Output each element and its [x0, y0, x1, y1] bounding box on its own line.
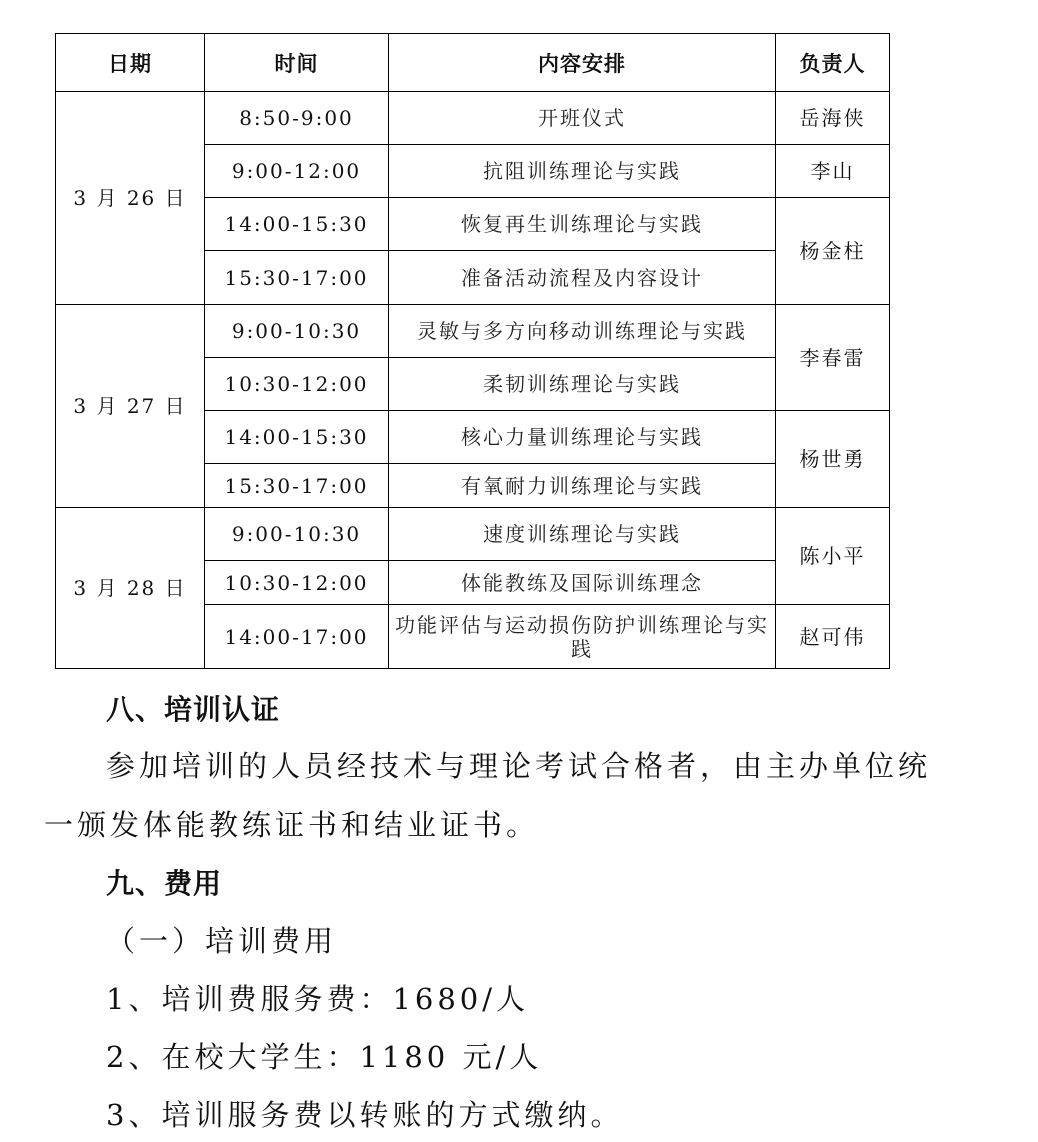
- table-row: [56, 92, 890, 145]
- header-person: 负责人: [776, 34, 890, 92]
- schedule-table: [55, 33, 890, 669]
- fee-item-2: 2、在校大学生：1180 元/人: [106, 1040, 543, 1074]
- section-8-paragraph-line-2: 一颁发体能教练证书和结业证书。: [44, 808, 540, 842]
- date-cell: 3 月 27 日: [56, 305, 205, 508]
- time-cell: 10:30-12:00: [205, 561, 389, 605]
- time-cell: 15:30-17:00: [205, 464, 389, 508]
- time-cell: 14:00-15:30: [205, 411, 389, 464]
- table-row: [56, 508, 890, 561]
- fee-item-3: 3、培训服务费以转账的方式缴纳。: [106, 1098, 624, 1132]
- header-date: 日期: [56, 34, 205, 92]
- table-row: [56, 305, 890, 358]
- content-cell: 有氧耐力训练理论与实践: [389, 464, 776, 508]
- person-cell: 岳海侠: [776, 92, 890, 145]
- time-cell: 14:00-15:30: [205, 198, 389, 251]
- time-cell: 9:00-10:30: [205, 305, 389, 358]
- time-cell: 14:00-17:00: [205, 605, 389, 669]
- time-cell: 9:00-12:00: [205, 145, 389, 198]
- person-cell: 杨金柱: [776, 198, 890, 305]
- fee-subheading: （一）培训费用: [106, 924, 338, 958]
- content-cell: 灵敏与多方向移动训练理论与实践: [389, 305, 776, 358]
- header-content: 内容安排: [389, 34, 776, 92]
- person-cell: 李山: [776, 145, 890, 198]
- content-cell: 准备活动流程及内容设计: [389, 251, 776, 305]
- section-8-heading: 八、培训认证: [106, 693, 281, 726]
- date-cell: 3 月 26 日: [56, 92, 205, 305]
- content-cell: 体能教练及国际训练理念: [389, 561, 776, 605]
- content-cell: 功能评估与运动损伤防护训练理论与实践: [389, 605, 776, 669]
- content-cell: 抗阻训练理论与实践: [389, 145, 776, 198]
- section-9-heading: 九、费用: [106, 867, 223, 900]
- content-cell: 核心力量训练理论与实践: [389, 411, 776, 464]
- section-8-paragraph-line-1: 参加培训的人员经技术与理论考试合格者，由主办单位统: [106, 749, 932, 783]
- table-header-row: [56, 34, 890, 92]
- content-cell: 开班仪式: [389, 92, 776, 145]
- header-time: 时间: [205, 34, 389, 92]
- fee-item-1: 1、培训费服务费：1680/人: [106, 982, 530, 1016]
- date-cell: 3 月 28 日: [56, 508, 205, 669]
- person-cell: 赵可伟: [776, 605, 890, 669]
- person-cell: 陈小平: [776, 508, 890, 605]
- time-cell: 9:00-10:30: [205, 508, 389, 561]
- time-cell: 8:50-9:00: [205, 92, 389, 145]
- content-cell: 柔韧训练理论与实践: [389, 358, 776, 411]
- time-cell: 10:30-12:00: [205, 358, 389, 411]
- content-cell: 恢复再生训练理论与实践: [389, 198, 776, 251]
- person-cell: 杨世勇: [776, 411, 890, 508]
- content-cell: 速度训练理论与实践: [389, 508, 776, 561]
- time-cell: 15:30-17:00: [205, 251, 389, 305]
- person-cell: 李春雷: [776, 305, 890, 411]
